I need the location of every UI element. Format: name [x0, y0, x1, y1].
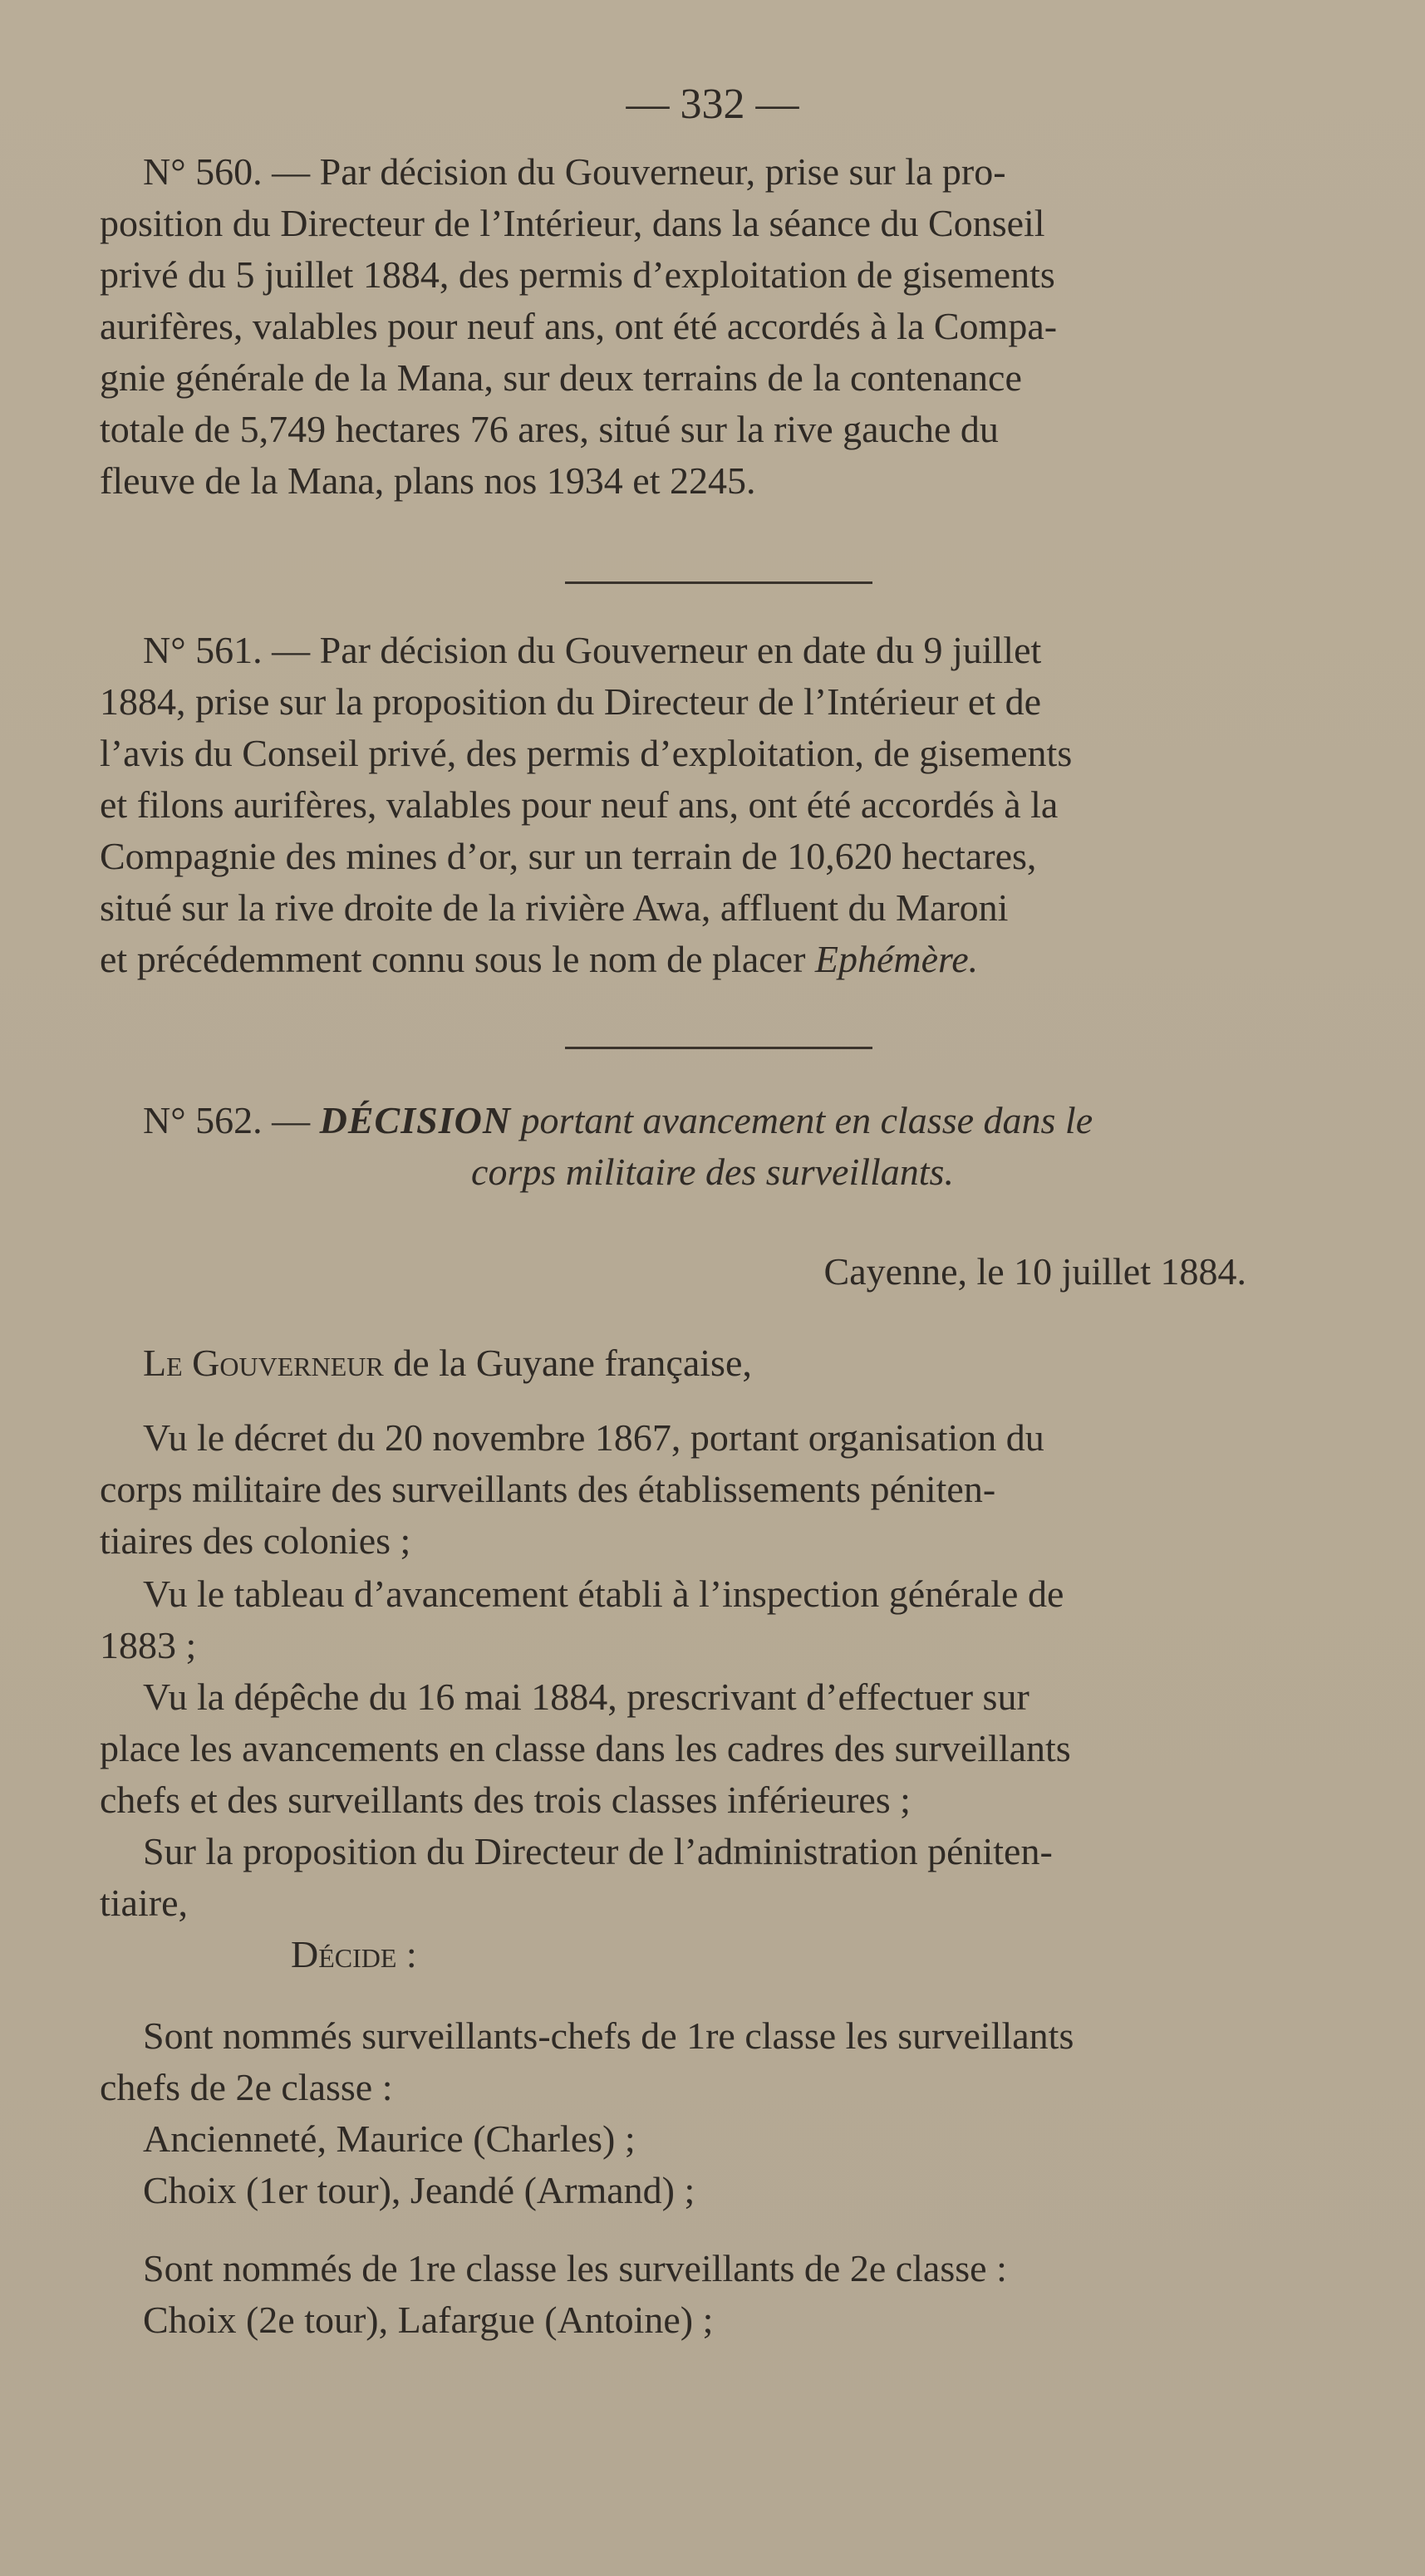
- paragraph-line: Choix (1er tour), Jeandé (Armand) ;: [143, 2169, 695, 2211]
- paragraph-line: tiaire,: [100, 1882, 188, 1924]
- paragraph-line: position du Directeur de l’Intérieur, dans la séance du Conseil: [100, 202, 1045, 244]
- paragraph-line: corps militaire des surveillants des établissements péniten-: [100, 1468, 996, 1510]
- paragraph-line: chefs de 2e classe :: [100, 2066, 393, 2108]
- decide-label: Décide :: [291, 1933, 417, 1975]
- paragraph-line: Vu le décret du 20 novembre 1867, portant organisation du: [143, 1416, 1044, 1459]
- paragraph-line: N° 561. — Par décision du Gouverneur en date du 9 juillet: [143, 629, 1042, 671]
- governor-text: [100, 1337, 1363, 1389]
- decision-title-line1: [100, 1095, 1363, 1146]
- paragraph-line: Sont nommés de 1re classe les surveillants de 2e classe :: [143, 2247, 1007, 2289]
- paragraph-line: fleuve de la Mana, plans nos 1934 et 2245.: [100, 459, 756, 502]
- paragraph-line: 1883 ;: [100, 1624, 197, 1666]
- paragraph-line: totale de 5,749 hectares 76 ares, situé sur la rive gauche du: [100, 408, 999, 450]
- separator-rule: [565, 1047, 872, 1049]
- paragraph-line: situé sur la rive droite de la rivière Awa, affluent du Maroni: [100, 886, 1009, 929]
- decision-number: N° 562. —: [143, 1099, 320, 1141]
- paragraph-line: tiaires des colonies ;: [100, 1519, 411, 1562]
- placer-name: Ephémère.: [814, 938, 979, 980]
- paragraph-line: chefs et des surveillants des trois classes inférieures ;: [100, 1779, 911, 1821]
- paragraph-line: gnie générale de la Mana, sur deux terrains de la contenance: [100, 356, 1022, 399]
- paragraph-line: Vu le tableau d’avancement établi à l’inspection générale de: [143, 1573, 1064, 1615]
- decision-word: DÉCISION: [319, 1099, 512, 1141]
- page-number: — 332 —: [626, 81, 799, 128]
- paragraph-line: Choix (2e tour), Lafargue (Antoine) ;: [143, 2299, 714, 2341]
- decision-title-line2: corps militaire des surveillants.: [471, 1151, 954, 1193]
- paragraph-line: Vu la dépêche du 16 mai 1884, prescrivant d’effectuer sur: [143, 1676, 1029, 1718]
- paragraph-line: N° 560. — Par décision du Gouverneur, prise sur la pro-: [143, 150, 1006, 193]
- paragraph-text: et précédemment connu sous le nom de placer: [100, 938, 815, 980]
- paragraph-line: aurifères, valables pour neuf ans, ont été accordés à la Compa-: [100, 305, 1058, 347]
- governor-title: Le Gouverneur: [143, 1342, 384, 1384]
- paragraph-line: privé du 5 juillet 1884, des permis d’exploitation de gisements: [100, 253, 1055, 296]
- paragraph-line: l’avis du Conseil privé, des permis d’exploitation, de gisements: [100, 732, 1073, 774]
- paragraph-line: place les avancements en classe dans les cadres des surveillants: [100, 1727, 1071, 1769]
- governor-rest: de la Guyane française,: [383, 1342, 752, 1384]
- paragraph-line: 1884, prise sur la proposition du Directeur de l’Intérieur et de: [100, 680, 1042, 723]
- place-date: Cayenne, le 10 juillet 1884.: [823, 1250, 1246, 1293]
- paragraph-line: [100, 934, 1363, 985]
- paragraph-line: Sur la proposition du Directeur de l’administration péniten-: [143, 1830, 1053, 1872]
- paragraph-line: et filons aurifères, valables pour neuf ans, ont été accordés à la: [100, 783, 1059, 826]
- decision-subject: portant avancement en classe dans le: [511, 1099, 1093, 1141]
- paragraph-line: Ancienneté, Maurice (Charles) ;: [143, 2117, 636, 2160]
- paragraph-line: Sont nommés surveillants-chefs de 1re classe les surveillants: [143, 2014, 1074, 2057]
- paragraph-line: Compagnie des mines d’or, sur un terrain de 10,620 hectares,: [100, 835, 1037, 877]
- separator-rule: [565, 581, 872, 584]
